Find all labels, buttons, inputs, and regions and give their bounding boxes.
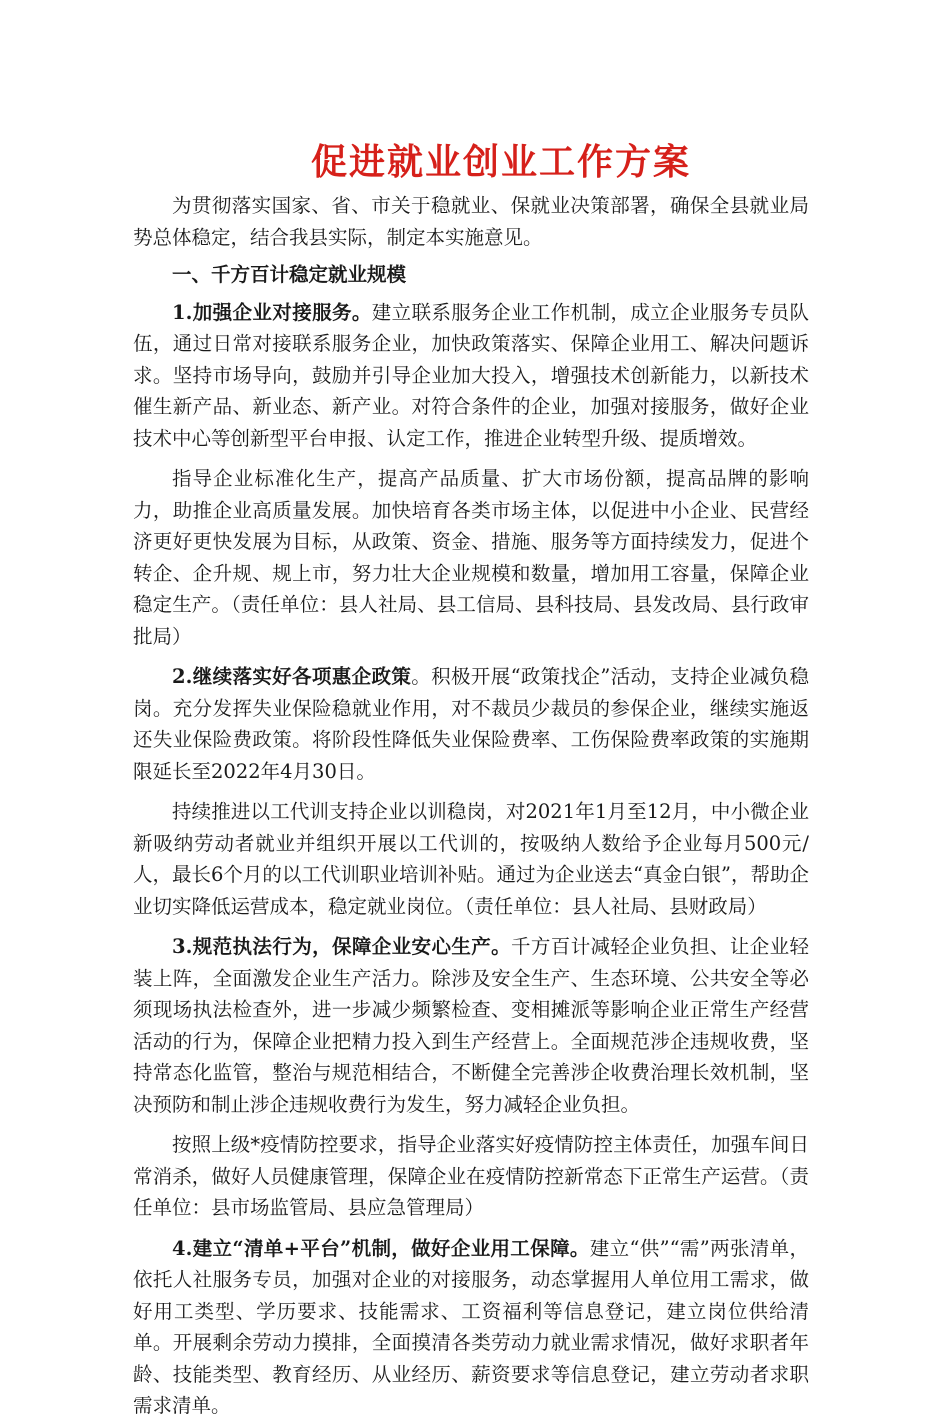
item-3-lead: 3.规范执法行为，保障企业安心生产。 [172, 935, 512, 958]
item-2-paragraph-2: 持续推进以工代训支持企业以训稳岗，对2021年1月至12月，中小微企业新吸纳劳动者就业并组织开展以工代训的，按吸纳人数给予企业每月500元/人，最长6个月的以工代训职业培训补贴。通过为企业送去“真金白银”，帮助企业切实降低运营成本，稳定就业岗位。（责任单位：县人社局、县财政局） [133, 800, 809, 918]
section-heading: 一、千方百计稳定就业规模 [172, 263, 407, 286]
item-3-text: 千方百计减轻企业负担、让企业轻装上阵，全面激发企业生产活力。除涉及安全生产、生态环境、公共安全等必须现场执法检查外，进一步减少频繁检查、变相摊派等影响企业正常生产经营活动的行为，保障企业把精力投入到生产经营上。全面规范涉企违规收费，坚持常态化监管，整治与规范相结合，不断健全完善涉企收费治理长效机制，坚决预防和制止涉企违规收费行为发生，努力减轻企业负担。 [133, 935, 809, 1116]
item-1-lead: 1.加强企业对接服务。 [172, 300, 372, 324]
item-4-lead: 4.建立“清单+平台”机制，做好企业用工保障。 [172, 1236, 590, 1260]
item-1-text: 建立联系服务企业工作机制，成立企业服务专员队伍，通过日常对接联系服务企业，加快政策落实、保障企业用工、解决问题诉求。坚持市场导向，鼓励并引导企业加大投入，增强技术创新能力，以新技术催生新产品、新业态、新产业。对符合条件的企业，加强对接服务，做好企业技术中心等创新型平台申报、认定工作，推进企业转型升级、提质增效。 [133, 300, 809, 450]
item-4-paragraph [133, 1233, 809, 1422]
item-3-paragraph-2: 按照上级*疫情防控要求，指导企业落实好疫情防控主体责任，加强车间日常消杀，做好人员健康管理，保障企业在疫情防控新常态下正常生产运营。（责任单位：县市场监管局、县应急管理局） [133, 1133, 809, 1219]
item-2-lead: 2.继续落实好各项惠企政策 [172, 665, 412, 688]
item-2-text: 。积极开展“政策找企”活动，支持企业减负稳岗。充分发挥失业保险稳就业作用，对不裁员少裁员的参保企业，继续实施返还失业保险费政策。将阶段性降低失业保险费率、工伤保险费率政策的实施期限延长至2022年4月30日。 [133, 665, 809, 783]
item-1-paragraph-2: 指导企业标准化生产，提高产品质量、扩大市场份额，提高品牌的影响力，助推企业高质量发展。加快培育各类市场主体，以促进中小企业、民营经济更好更快发展为目标，从政策、资金、措施、服务等方面持续发力，促进个转企、企升规、规上市，努力壮大企业规模和数量，增加用工容量，保障企业稳定生产。（责任单位：县人社局、县工信局、县科技局、县发改局、县行政审批局） [133, 467, 809, 648]
item-2-paragraph [133, 661, 809, 787]
intro-paragraph: 为贯彻落实国家、省、市关于稳就业、保就业决策部署，确保全县就业局势总体稳定，结合我县实际，制定本实施意见。 [133, 194, 809, 249]
item-3-paragraph [133, 931, 809, 1120]
item-4-text: 建立“供”“需”两张清单，依托人社服务专员，加强对企业的对接服务，动态掌握用人单位用工需求，做好用工类型、学历要求、技能需求、工资福利等信息登记，建立岗位供给清单。开展剩余劳动力摸排，全面摸清各类劳动力就业需求情况，做好求职者年龄、技能类型、教育经历、从业经历、薪资要求等信息登记，建立劳动者求职需求清单。 [133, 1236, 809, 1417]
item-1-paragraph [133, 297, 809, 455]
document-page [133, 138, 809, 1422]
document-title: 促进就业创业工作方案 [310, 141, 691, 183]
